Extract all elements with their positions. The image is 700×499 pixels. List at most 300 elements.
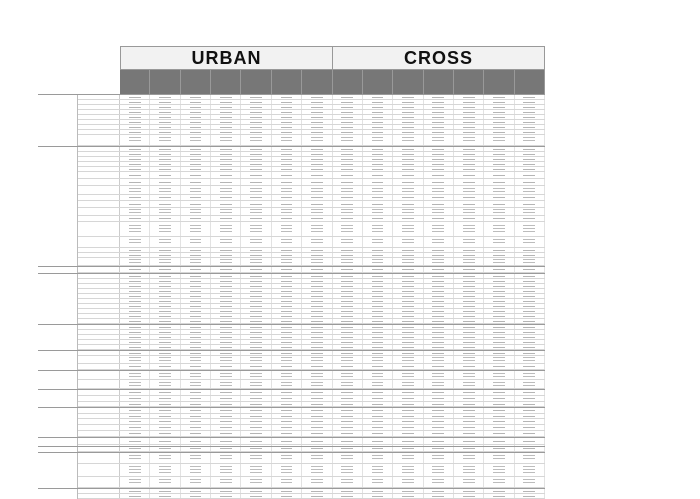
- table-cell: [120, 414, 150, 418]
- table-cell: [272, 351, 302, 355]
- table-cell: [241, 195, 271, 200]
- table-cell: [515, 201, 545, 207]
- table-cell: [454, 402, 484, 406]
- table-cell: [241, 222, 271, 236]
- table-cell: [181, 120, 211, 124]
- table-cell: [302, 120, 332, 124]
- table-cell: [302, 304, 332, 308]
- table-cell: [272, 319, 302, 323]
- table-cell: [333, 340, 363, 344]
- table-cell: [181, 319, 211, 323]
- table-cell: [211, 237, 241, 247]
- table-cell: [241, 289, 271, 293]
- table-cell: [120, 157, 150, 161]
- table-cell: [484, 396, 514, 401]
- table-cell: [181, 294, 211, 298]
- table-cell: [424, 100, 454, 104]
- table-cell: [424, 253, 454, 257]
- table-cell: [424, 425, 454, 430]
- table-cell: [150, 105, 180, 109]
- table-cell: [272, 294, 302, 298]
- table-cell: [120, 115, 150, 119]
- table-cell: [120, 438, 150, 444]
- table-cell: [363, 408, 393, 413]
- table-cell: [454, 130, 484, 134]
- table-cell: [241, 167, 271, 171]
- table-cell: [363, 274, 393, 278]
- table-cell: [150, 237, 180, 247]
- table-cell: [424, 414, 454, 418]
- table-cell: [150, 294, 180, 298]
- table-cell: [241, 100, 271, 104]
- model-column-header: [302, 70, 332, 94]
- table-cell: [363, 364, 393, 369]
- table-cell: [120, 179, 150, 185]
- table-cell: [211, 464, 241, 476]
- row-label: [78, 120, 120, 124]
- table-cell: [484, 162, 514, 166]
- table-cell: [181, 253, 211, 257]
- table-cell: [150, 402, 180, 406]
- table-cell: [120, 464, 150, 476]
- table-cell: [515, 172, 545, 178]
- table-cell: [484, 115, 514, 119]
- table-cell: [363, 222, 393, 236]
- table-cell: [211, 408, 241, 413]
- table-cell: [363, 179, 393, 185]
- table-cell: [150, 162, 180, 166]
- row-label: [78, 135, 120, 145]
- table-cell: [302, 325, 332, 329]
- table-cell: [333, 216, 363, 221]
- table-cell: [211, 125, 241, 129]
- spec-group: [38, 273, 545, 324]
- table-cell: [363, 279, 393, 283]
- table-cell: [181, 402, 211, 406]
- table-cell: [272, 248, 302, 252]
- table-cell: [241, 356, 271, 363]
- group-label: [38, 438, 78, 452]
- table-cell: [515, 186, 545, 194]
- table-cell: [272, 309, 302, 313]
- table-cell: [484, 289, 514, 293]
- table-cell: [120, 356, 150, 363]
- model-column-header: [363, 70, 393, 94]
- table-cell: [211, 431, 241, 436]
- table-cell: [393, 453, 423, 463]
- table-cell: [393, 274, 423, 278]
- row-label: [78, 195, 120, 200]
- table-cell: [120, 402, 150, 406]
- table-cell: [393, 431, 423, 436]
- table-cell: [241, 299, 271, 303]
- table-cell: [120, 186, 150, 194]
- table-cell: [272, 279, 302, 283]
- table-cell: [211, 425, 241, 430]
- row-label: [78, 304, 120, 308]
- table-cell: [393, 325, 423, 329]
- table-cell: [333, 408, 363, 413]
- row-label: [78, 110, 120, 114]
- table-cell: [302, 351, 332, 355]
- table-cell: [515, 258, 545, 265]
- table-cell: [484, 195, 514, 200]
- table-cell: [393, 351, 423, 355]
- table-cell: [424, 438, 454, 444]
- table-cell: [363, 431, 393, 436]
- model-column-header: [333, 70, 363, 94]
- table-cell: [424, 431, 454, 436]
- table-cell: [515, 414, 545, 418]
- row-label: [78, 345, 120, 349]
- row-label: [78, 248, 120, 252]
- table-cell: [272, 267, 302, 272]
- table-cell: [302, 289, 332, 293]
- table-cell: [393, 167, 423, 171]
- table-bottom-rule: [38, 446, 545, 447]
- table-row: [78, 135, 545, 146]
- table-cell: [393, 438, 423, 444]
- table-cell: [363, 425, 393, 430]
- table-cell: [424, 489, 454, 493]
- table-cell: [515, 356, 545, 363]
- table-cell: [272, 95, 302, 99]
- table-cell: [211, 253, 241, 257]
- table-cell: [241, 162, 271, 166]
- table-cell: [181, 237, 211, 247]
- table-cell: [211, 147, 241, 151]
- table-cell: [150, 438, 180, 444]
- table-cell: [272, 253, 302, 257]
- table-cell: [454, 125, 484, 129]
- table-cell: [272, 464, 302, 476]
- table-cell: [515, 453, 545, 463]
- table-cell: [241, 120, 271, 124]
- table-cell: [302, 157, 332, 161]
- table-cell: [515, 425, 545, 430]
- table-cell: [333, 364, 363, 369]
- table-cell: [272, 120, 302, 124]
- model-column-header: [150, 70, 180, 94]
- table-cell: [393, 95, 423, 99]
- row-label: [78, 157, 120, 161]
- table-cell: [424, 330, 454, 334]
- table-cell: [181, 477, 211, 487]
- table-cell: [302, 147, 332, 151]
- table-cell: [393, 408, 423, 413]
- table-cell: [454, 335, 484, 339]
- table-cell: [211, 438, 241, 444]
- table-cell: [484, 402, 514, 406]
- table-cell: [424, 304, 454, 308]
- table-cell: [393, 289, 423, 293]
- table-cell: [211, 222, 241, 236]
- table-cell: [424, 95, 454, 99]
- table-cell: [120, 419, 150, 424]
- table-cell: [515, 289, 545, 293]
- table-cell: [393, 135, 423, 145]
- table-cell: [484, 356, 514, 363]
- table-cell: [150, 125, 180, 129]
- table-cell: [211, 390, 241, 395]
- group-label: [38, 95, 78, 146]
- table-row: [78, 402, 545, 407]
- table-cell: [393, 125, 423, 129]
- row-label: [78, 371, 120, 379]
- table-cell: [333, 314, 363, 318]
- table-cell: [393, 299, 423, 303]
- table-cell: [150, 396, 180, 401]
- table-cell: [150, 345, 180, 349]
- table-cell: [211, 186, 241, 194]
- table-cell: [302, 130, 332, 134]
- table-cell: [393, 237, 423, 247]
- table-cell: [150, 201, 180, 207]
- table-cell: [272, 130, 302, 134]
- table-cell: [272, 438, 302, 444]
- row-label: [78, 325, 120, 329]
- table-cell: [515, 335, 545, 339]
- table-cell: [211, 279, 241, 283]
- table-cell: [302, 135, 332, 145]
- table-cell: [211, 162, 241, 166]
- table-cell: [363, 248, 393, 252]
- table-cell: [484, 330, 514, 334]
- table-cell: [333, 309, 363, 313]
- table-cell: [454, 135, 484, 145]
- table-cell: [241, 172, 271, 178]
- table-cell: [333, 95, 363, 99]
- table-cell: [120, 135, 150, 145]
- table-cell: [272, 431, 302, 436]
- table-cell: [150, 489, 180, 493]
- table-cell: [211, 340, 241, 344]
- table-cell: [211, 248, 241, 252]
- row-label: [78, 172, 120, 178]
- table-cell: [333, 279, 363, 283]
- table-cell: [241, 319, 271, 323]
- table-cell: [333, 431, 363, 436]
- table-cell: [454, 464, 484, 476]
- table-cell: [302, 167, 332, 171]
- table-cell: [454, 314, 484, 318]
- table-cell: [333, 162, 363, 166]
- table-cell: [515, 95, 545, 99]
- table-cell: [120, 489, 150, 493]
- table-cell: [515, 408, 545, 413]
- row-label: [78, 419, 120, 424]
- table-cell: [302, 453, 332, 463]
- table-cell: [150, 216, 180, 221]
- table-cell: [484, 279, 514, 283]
- table-cell: [363, 167, 393, 171]
- table-cell: [333, 284, 363, 288]
- row-label: [78, 267, 120, 272]
- table-cell: [211, 319, 241, 323]
- row-label: [78, 289, 120, 293]
- table-cell: [272, 195, 302, 200]
- table-cell: [393, 157, 423, 161]
- table-cell: [120, 105, 150, 109]
- table-cell: [150, 464, 180, 476]
- table-cell: [393, 179, 423, 185]
- table-cell: [484, 477, 514, 487]
- table-cell: [272, 371, 302, 379]
- table-cell: [424, 314, 454, 318]
- table-cell: [120, 130, 150, 134]
- table-cell: [150, 289, 180, 293]
- table-cell: [515, 319, 545, 323]
- table-cell: [454, 201, 484, 207]
- table-cell: [484, 299, 514, 303]
- table-cell: [393, 345, 423, 349]
- table-cell: [363, 120, 393, 124]
- table-cell: [302, 216, 332, 221]
- table-cell: [363, 216, 393, 221]
- table-cell: [241, 186, 271, 194]
- table-cell: [515, 345, 545, 349]
- spec-group: [38, 266, 545, 273]
- table-cell: [272, 425, 302, 430]
- table-cell: [120, 335, 150, 339]
- model-column-header: [211, 70, 241, 94]
- table-cell: [120, 248, 150, 252]
- table-cell: [302, 237, 332, 247]
- table-cell: [120, 453, 150, 463]
- table-cell: [393, 330, 423, 334]
- spec-group: [38, 324, 545, 350]
- table-cell: [393, 364, 423, 369]
- table-cell: [211, 371, 241, 379]
- table-cell: [363, 314, 393, 318]
- model-column-header: [454, 70, 484, 94]
- table-cell: [363, 304, 393, 308]
- table-cell: [120, 408, 150, 413]
- table-cell: [363, 130, 393, 134]
- table-cell: [393, 201, 423, 207]
- table-cell: [363, 258, 393, 265]
- table-cell: [424, 130, 454, 134]
- table-cell: [302, 179, 332, 185]
- table-cell: [515, 351, 545, 355]
- table-row: [78, 464, 545, 477]
- table-cell: [120, 208, 150, 215]
- table-cell: [272, 167, 302, 171]
- table-cell: [120, 167, 150, 171]
- table-cell: [333, 248, 363, 252]
- table-cell: [363, 453, 393, 463]
- table-cell: [454, 284, 484, 288]
- row-label: [78, 464, 120, 476]
- row-label: [78, 208, 120, 215]
- table-cell: [120, 222, 150, 236]
- table-cell: [454, 319, 484, 323]
- table-cell: [515, 325, 545, 329]
- group-label: [38, 351, 78, 370]
- table-cell: [363, 125, 393, 129]
- table-cell: [454, 186, 484, 194]
- table-cell: [272, 345, 302, 349]
- group-label: [38, 147, 78, 266]
- table-cell: [333, 425, 363, 430]
- table-row: [78, 222, 545, 237]
- table-cell: [454, 289, 484, 293]
- table-cell: [484, 419, 514, 424]
- table-cell: [241, 314, 271, 318]
- table-cell: [211, 453, 241, 463]
- table-cell: [424, 222, 454, 236]
- table-cell: [424, 125, 454, 129]
- table-cell: [120, 284, 150, 288]
- table-cell: [211, 419, 241, 424]
- table-cell: [302, 195, 332, 200]
- table-cell: [211, 152, 241, 156]
- table-cell: [241, 489, 271, 493]
- row-label: [78, 167, 120, 171]
- table-cell: [120, 325, 150, 329]
- table-cell: [150, 120, 180, 124]
- table-cell: [241, 335, 271, 339]
- table-cell: [272, 222, 302, 236]
- table-cell: [454, 345, 484, 349]
- table-cell: [454, 115, 484, 119]
- table-cell: [333, 167, 363, 171]
- table-cell: [393, 380, 423, 388]
- table-cell: [181, 408, 211, 413]
- row-label: [78, 356, 120, 363]
- table-cell: [150, 179, 180, 185]
- table-cell: [150, 258, 180, 265]
- table-cell: [333, 414, 363, 418]
- urban-title: URBAN: [120, 46, 333, 70]
- table-cell: [424, 289, 454, 293]
- table-cell: [333, 120, 363, 124]
- table-cell: [454, 258, 484, 265]
- table-cell: [424, 152, 454, 156]
- table-row: [78, 319, 545, 324]
- table-cell: [393, 100, 423, 104]
- table-cell: [393, 414, 423, 418]
- table-cell: [333, 419, 363, 424]
- table-cell: [302, 279, 332, 283]
- table-cell: [181, 152, 211, 156]
- table-cell: [363, 289, 393, 293]
- row-label: [78, 216, 120, 221]
- table-cell: [150, 95, 180, 99]
- table-cell: [333, 325, 363, 329]
- table-cell: [515, 167, 545, 171]
- table-cell: [363, 299, 393, 303]
- table-cell: [120, 351, 150, 355]
- table-cell: [333, 186, 363, 194]
- table-cell: [120, 162, 150, 166]
- table-cell: [272, 125, 302, 129]
- table-cell: [393, 130, 423, 134]
- table-cell: [363, 186, 393, 194]
- table-cell: [333, 489, 363, 493]
- table-cell: [272, 100, 302, 104]
- table-cell: [393, 105, 423, 109]
- table-cell: [454, 330, 484, 334]
- row-label: [78, 314, 120, 318]
- group-label: [38, 267, 78, 273]
- table-cell: [120, 340, 150, 344]
- table-cell: [484, 253, 514, 257]
- table-cell: [272, 314, 302, 318]
- table-cell: [484, 110, 514, 114]
- table-cell: [120, 216, 150, 221]
- table-cell: [272, 489, 302, 493]
